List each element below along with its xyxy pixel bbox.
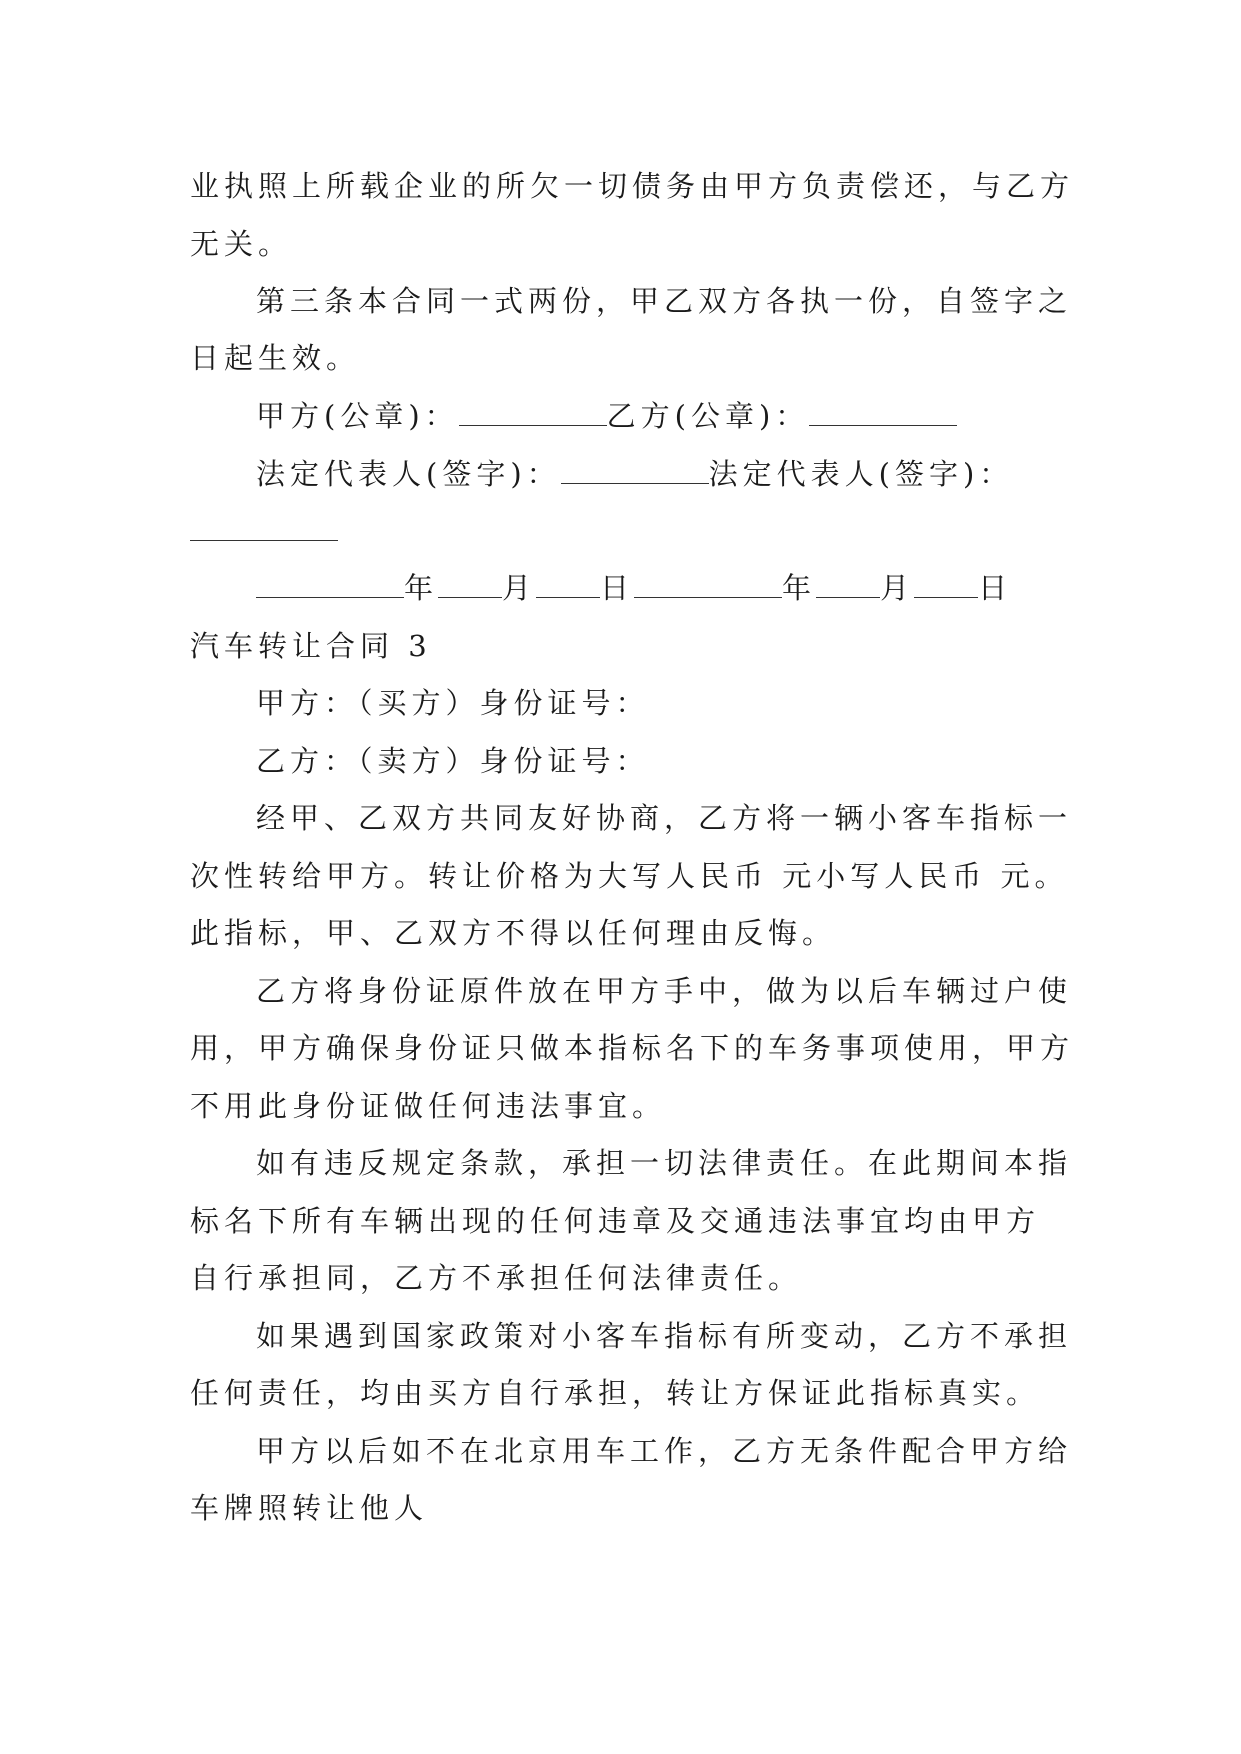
- blank-underline: [438, 571, 502, 598]
- signature-continuation: [190, 511, 338, 551]
- signature-line-representative: [256, 454, 1013, 494]
- blank-underline: [634, 571, 782, 598]
- text-line: 乙方将身份证原件放在甲方手中，做为以后车辆过户使: [256, 974, 1073, 1008]
- text-line: 甲方以后如不在北京用车工作，乙方无条件配合甲方给: [256, 1434, 1073, 1468]
- blank-underline: [561, 457, 709, 484]
- text-line: 用，甲方确保身份证只做本指标名下的车务事项使用，甲方: [190, 1031, 1075, 1065]
- text-line: 如有违反规定条款，承担一切法律责任。在此期间本指: [256, 1146, 1073, 1180]
- text-line: 经甲、乙双方共同友好协商，乙方将一辆小客车指标一: [256, 801, 1073, 835]
- contract-title: 汽车转让合同 3: [190, 629, 432, 663]
- text-line: 如果遇到国家政策对小客车指标有所变动，乙方不承担: [256, 1319, 1073, 1353]
- text-line: 任何责任，均由买方自行承担，转让方保证此指标真实。: [190, 1376, 1041, 1410]
- blank-underline: [816, 571, 880, 598]
- blank-underline: [809, 399, 957, 426]
- party-b-rep-label: 法定代表人(签字)：: [708, 457, 1014, 491]
- date-line: [256, 568, 1012, 608]
- party-a-rep-label: 法定代表人(签字)：: [256, 457, 561, 491]
- party-a-seal-label: 甲方(公章)：: [256, 399, 459, 433]
- party-b-seal-label: 乙方(公章)：: [606, 399, 810, 433]
- date-day-label: 日: [600, 571, 635, 605]
- text-line: 业执照上所载企业的所欠一切债务由甲方负责偿还，与乙方: [190, 169, 1075, 203]
- blank-underline: [914, 571, 978, 598]
- blank-underline: [190, 514, 338, 541]
- text-line: 车牌照转让他人: [190, 1491, 429, 1525]
- text-line: 日起生效。: [190, 341, 361, 375]
- text-line: 此指标，甲、乙双方不得以任何理由反悔。: [190, 916, 837, 950]
- text-line: 次性转给甲方。转让价格为大写人民币 元小写人民币 元。: [190, 859, 1069, 893]
- date-month-label: 月: [880, 571, 915, 605]
- date-day-label: 日: [978, 571, 1013, 605]
- text-line: 不用此身份证做任何违法事宜。: [190, 1089, 667, 1123]
- date-month-label: 月: [502, 571, 537, 605]
- text-line: 自行承担同，乙方不承担任何法律责任。: [190, 1261, 803, 1295]
- text-line: 第三条本合同一式两份，甲乙双方各执一份，自签字之: [256, 284, 1073, 318]
- blank-underline: [256, 571, 404, 598]
- blank-underline: [536, 571, 600, 598]
- date-year-label: 年: [404, 571, 439, 605]
- date-year-label: 年: [782, 571, 817, 605]
- text-line: 乙方：（卖方）身份证号：: [256, 744, 650, 778]
- text-line: 甲方：（买方）身份证号：: [256, 686, 650, 720]
- signature-line-seal: [256, 396, 957, 436]
- text-line: 标名下所有车辆出现的任何违章及交通违法事宜均由甲方: [190, 1204, 1041, 1238]
- text-line: 无关。: [190, 227, 293, 261]
- blank-underline: [459, 399, 607, 426]
